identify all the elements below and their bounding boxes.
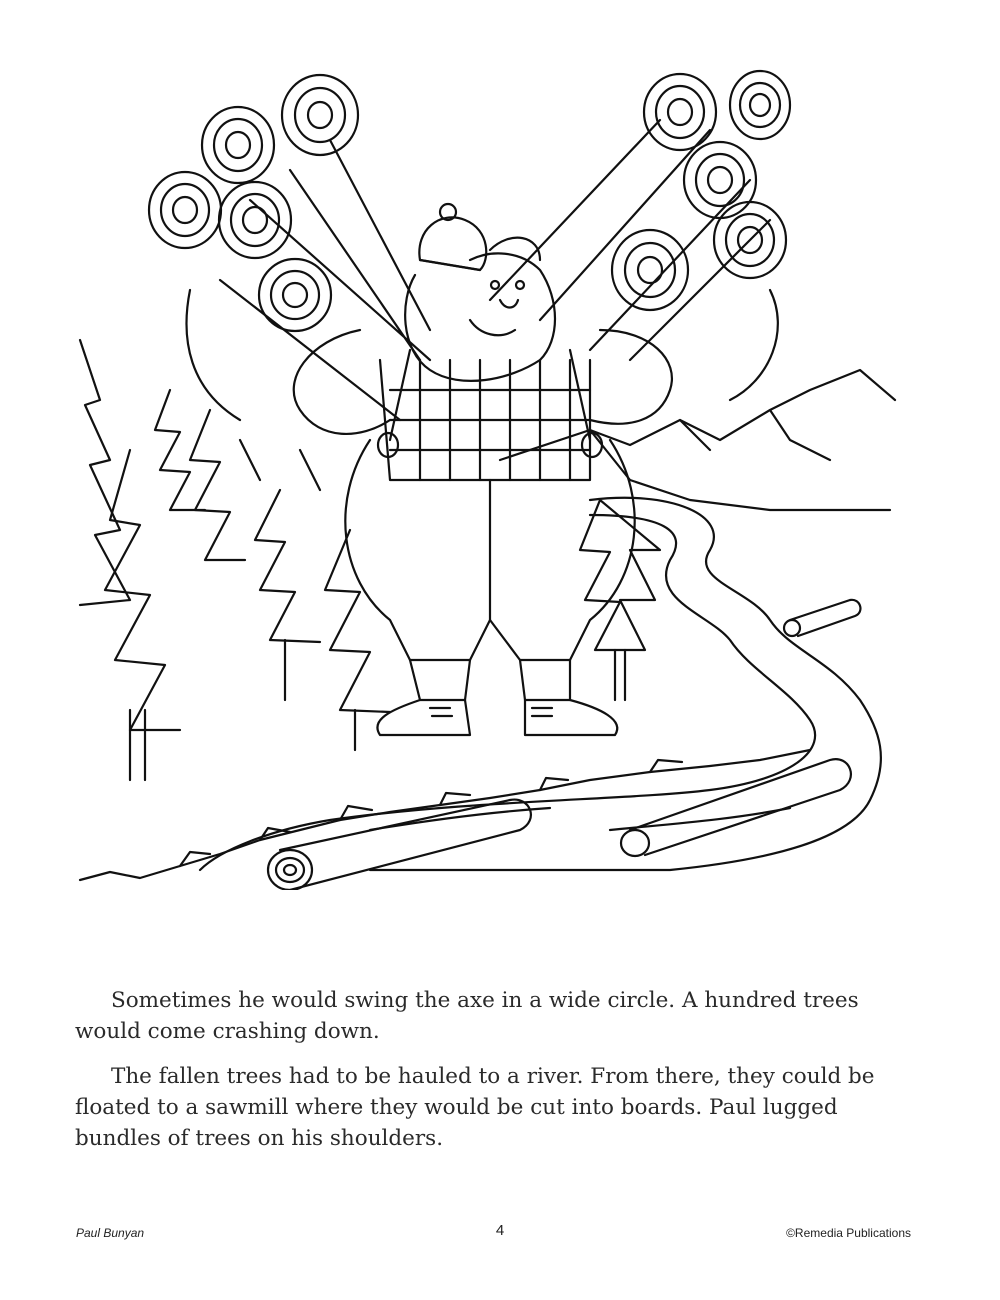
trees-left (80, 340, 390, 780)
story-paragraph-2: The fallen trees had to be hauled to a river. From there, they could be floated to a sawmill where they would be cut into boards. Paul lugged bundles of trees on his shoulders. (75, 1064, 875, 1151)
tree-right (580, 500, 660, 700)
story-text (75, 985, 925, 1168)
footer-book-title: Paul Bunyan (76, 1226, 145, 1240)
log-bundles (149, 71, 790, 420)
footer-page-number: 4 (495, 1222, 505, 1239)
river-logs (268, 600, 860, 890)
footer-copyright: ©Remedia Publications (786, 1226, 911, 1240)
coloring-illustration (70, 60, 910, 890)
story-paragraph-1: Sometimes he would swing the axe in a wide circle. A hundred trees would come crashing down. (75, 988, 859, 1044)
river (200, 498, 881, 870)
